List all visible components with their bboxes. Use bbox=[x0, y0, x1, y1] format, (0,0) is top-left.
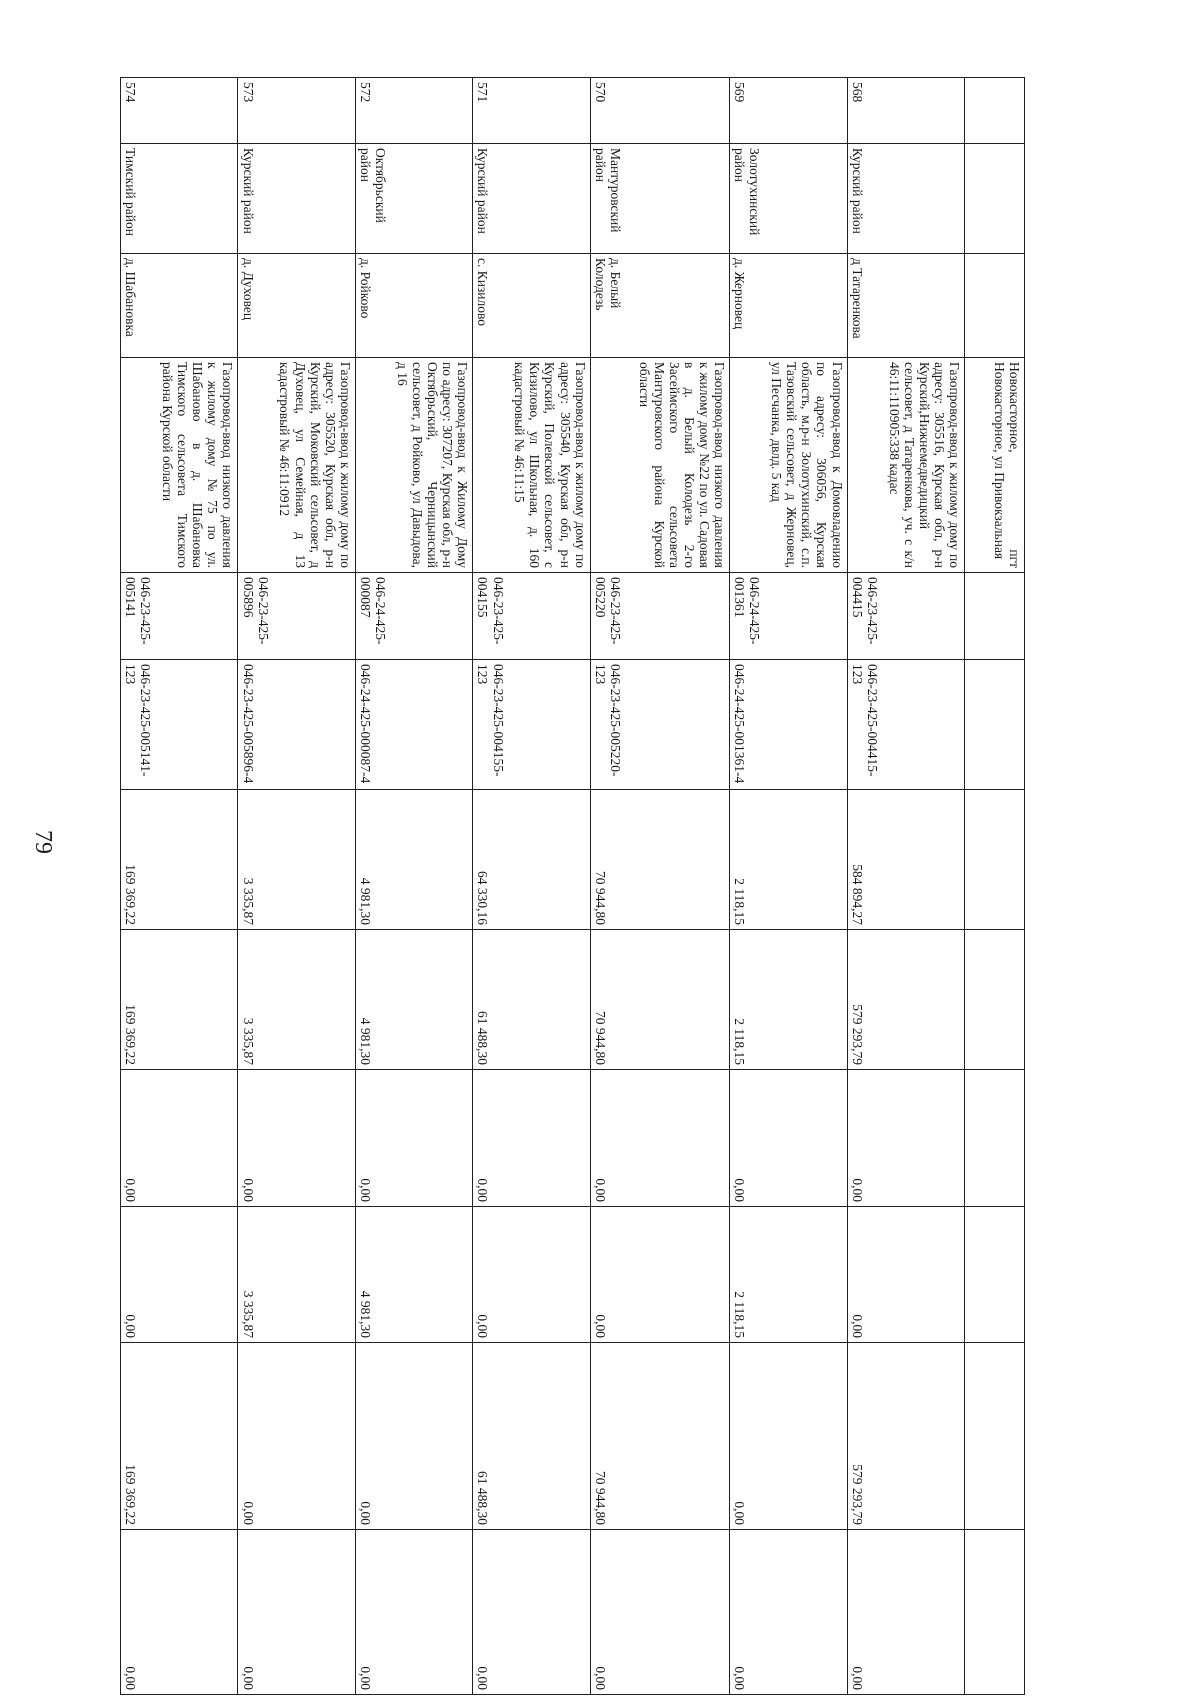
address-description: Газопровод-ввод низкого давления к жилому дому №22 по ул. Садовая в д. Белый Колодезь 2-го Засеймского сельсовета Мантуровского района Курской области bbox=[590, 358, 729, 573]
amount-5: 0,00 bbox=[355, 1343, 472, 1530]
amount-2: 61 488,30 bbox=[473, 930, 590, 1070]
object-code: 046-24-425-000087 bbox=[355, 573, 472, 660]
amount-1: 4 981,30 bbox=[355, 790, 472, 930]
amount-4: 2 118,15 bbox=[730, 1207, 847, 1343]
amount-5: 169 369,22 bbox=[121, 1343, 238, 1530]
amount-3: 0,00 bbox=[590, 1070, 729, 1207]
locality: д. Духовец bbox=[238, 254, 355, 358]
table-row bbox=[121, 78, 238, 1695]
address-description: Новокасторное, пгт Новокасторное, ул Привокзальная bbox=[965, 358, 1025, 573]
amount-6: 0,00 bbox=[590, 1530, 729, 1695]
object-code: 046-24-425-001361 bbox=[730, 573, 847, 660]
row-number: 573 bbox=[238, 78, 355, 144]
amount-6: 0,00 bbox=[121, 1530, 238, 1695]
address-description: Газопровод-ввод к жилому дому по адресу: 305516, Курская обл, р-н Курский,Нижнемедведицкий сельсовет, д Татаренкова, уч. с к/н 46:11:110905:338 кадас bbox=[847, 358, 964, 573]
object-code: 046-23-425-005896 bbox=[238, 573, 355, 660]
amount-6: 0,00 bbox=[473, 1530, 590, 1695]
amount-2: 70 944,80 bbox=[590, 930, 729, 1070]
amount-2: 169 369,22 bbox=[121, 930, 238, 1070]
amount-1: 70 944,80 bbox=[590, 790, 729, 930]
amount-5: 0,00 bbox=[730, 1343, 847, 1530]
object-subcode: 046-23-425-005896-4 bbox=[238, 660, 355, 790]
amount-3: 0,00 bbox=[473, 1070, 590, 1207]
object-subcode: 046-23-425-004155-123 bbox=[473, 660, 590, 790]
amount-1: 64 330,16 bbox=[473, 790, 590, 930]
district: Курский район bbox=[847, 144, 964, 254]
table-row bbox=[965, 78, 1025, 1695]
locality: с. Кизилово bbox=[473, 254, 590, 358]
amount-3: 0,00 bbox=[238, 1070, 355, 1207]
amount-2: 2 118,15 bbox=[730, 930, 847, 1070]
object-code: 046-23-425-004155 bbox=[473, 573, 590, 660]
amount-6: 0,00 bbox=[238, 1530, 355, 1695]
address-description: Газопровод-ввод к жилому дому по адресу: 305520, Курская обл, р-н Курский, Моковский сельсовет, д Духовец, ул Семейная, д 13 кадастровый № 46:11:0912 bbox=[238, 358, 355, 573]
table-row bbox=[730, 78, 847, 1695]
amount-1: 3 335,87 bbox=[238, 790, 355, 930]
row-number: 571 bbox=[473, 78, 590, 144]
object-code: 046-23-425-005220 bbox=[590, 573, 729, 660]
district: Октябрьский район bbox=[355, 144, 472, 254]
locality: д. Шабановка bbox=[121, 254, 238, 358]
row-number: 569 bbox=[730, 78, 847, 144]
locality: д. Жерновец bbox=[730, 254, 847, 358]
amount-3: 0,00 bbox=[355, 1070, 472, 1207]
locality: д. Ройково bbox=[355, 254, 472, 358]
table-row bbox=[355, 78, 472, 1695]
table-row bbox=[473, 78, 590, 1695]
district: Курский район bbox=[473, 144, 590, 254]
amount-1: 2 118,15 bbox=[730, 790, 847, 930]
amount-2: 4 981,30 bbox=[355, 930, 472, 1070]
amount-5: 61 488,30 bbox=[473, 1343, 590, 1530]
amount-6: 0,00 bbox=[730, 1530, 847, 1695]
address-description: Газопровод-ввод низкого давления к жилому дому №75 по ул. Шабаново в д. Шабановка Тимского сельсовета Тимского района Курской области bbox=[121, 358, 238, 573]
district: Курский район bbox=[238, 144, 355, 254]
rotated-table-container bbox=[120, 77, 1025, 1694]
table-row bbox=[847, 78, 964, 1695]
object-subcode: 046-24-425-000087-4 bbox=[355, 660, 472, 790]
address-description: Газопровод-ввод к Домовладению по адресу: 306056, Курская область, м.р-н Золотухинский, с.п. Тазовский сельсовет, д Жерновец, ул Песчанка, двлд. 5 кад bbox=[730, 358, 847, 573]
amount-4: 4 981,30 bbox=[355, 1207, 472, 1343]
object-subcode: 046-24-425-001361-4 bbox=[730, 660, 847, 790]
table-row bbox=[238, 78, 355, 1695]
object-code: 046-23-425-005141 bbox=[121, 573, 238, 660]
district: Мантуровский район bbox=[590, 144, 729, 254]
locality: д. Белый Колодезь bbox=[590, 254, 729, 358]
amount-6: 0,00 bbox=[847, 1530, 964, 1695]
object-subcode: 046-23-425-005220-123 bbox=[590, 660, 729, 790]
amount-2: 3 335,87 bbox=[238, 930, 355, 1070]
amount-4: 3 335,87 bbox=[238, 1207, 355, 1343]
amount-5: 0,00 bbox=[238, 1343, 355, 1530]
amount-1: 169 369,22 bbox=[121, 790, 238, 930]
locality: д Татаренкова bbox=[847, 254, 964, 358]
amount-4: 0,00 bbox=[473, 1207, 590, 1343]
amount-3: 0,00 bbox=[847, 1070, 964, 1207]
address-description: Газопровод-ввод к жилому дому по адресу: 305540, Курская обл, р-н Курский, Полевской сельсовет, с Кизилово, ул Школьная, д. 160 кадастровый № 46:11:15 bbox=[473, 358, 590, 573]
amount-5: 70 944,80 bbox=[590, 1343, 729, 1530]
object-code: 046-23-425-004415 bbox=[847, 573, 964, 660]
table-row bbox=[590, 78, 729, 1695]
district: Золотухинский район bbox=[730, 144, 847, 254]
data-table bbox=[120, 77, 1025, 1695]
amount-6: 0,00 bbox=[355, 1530, 472, 1695]
amount-4: 0,00 bbox=[590, 1207, 729, 1343]
amount-5: 579 293,79 bbox=[847, 1343, 964, 1530]
row-number: 572 bbox=[355, 78, 472, 144]
row-number: 568 bbox=[847, 78, 964, 144]
address-description: Газопровод-ввод к Жилому Дому по адресу: 307207, Курская обл, р-н Октябрьский, Черницынский сельсовет, д Ройково, ул Давыдова, д 16 bbox=[355, 358, 472, 573]
amount-1: 584 894,27 bbox=[847, 790, 964, 930]
district: Тимский район bbox=[121, 144, 238, 254]
amount-4: 0,00 bbox=[847, 1207, 964, 1343]
amount-3: 0,00 bbox=[730, 1070, 847, 1207]
amount-3: 0,00 bbox=[121, 1070, 238, 1207]
amount-2: 579 293,79 bbox=[847, 930, 964, 1070]
amount-4: 0,00 bbox=[121, 1207, 238, 1343]
object-subcode: 046-23-425-004415-123 bbox=[847, 660, 964, 790]
row-number: 570 bbox=[590, 78, 729, 144]
object-subcode: 046-23-425-005141-123 bbox=[121, 660, 238, 790]
row-number: 574 bbox=[121, 78, 238, 144]
page-number: 79 bbox=[30, 830, 56, 854]
